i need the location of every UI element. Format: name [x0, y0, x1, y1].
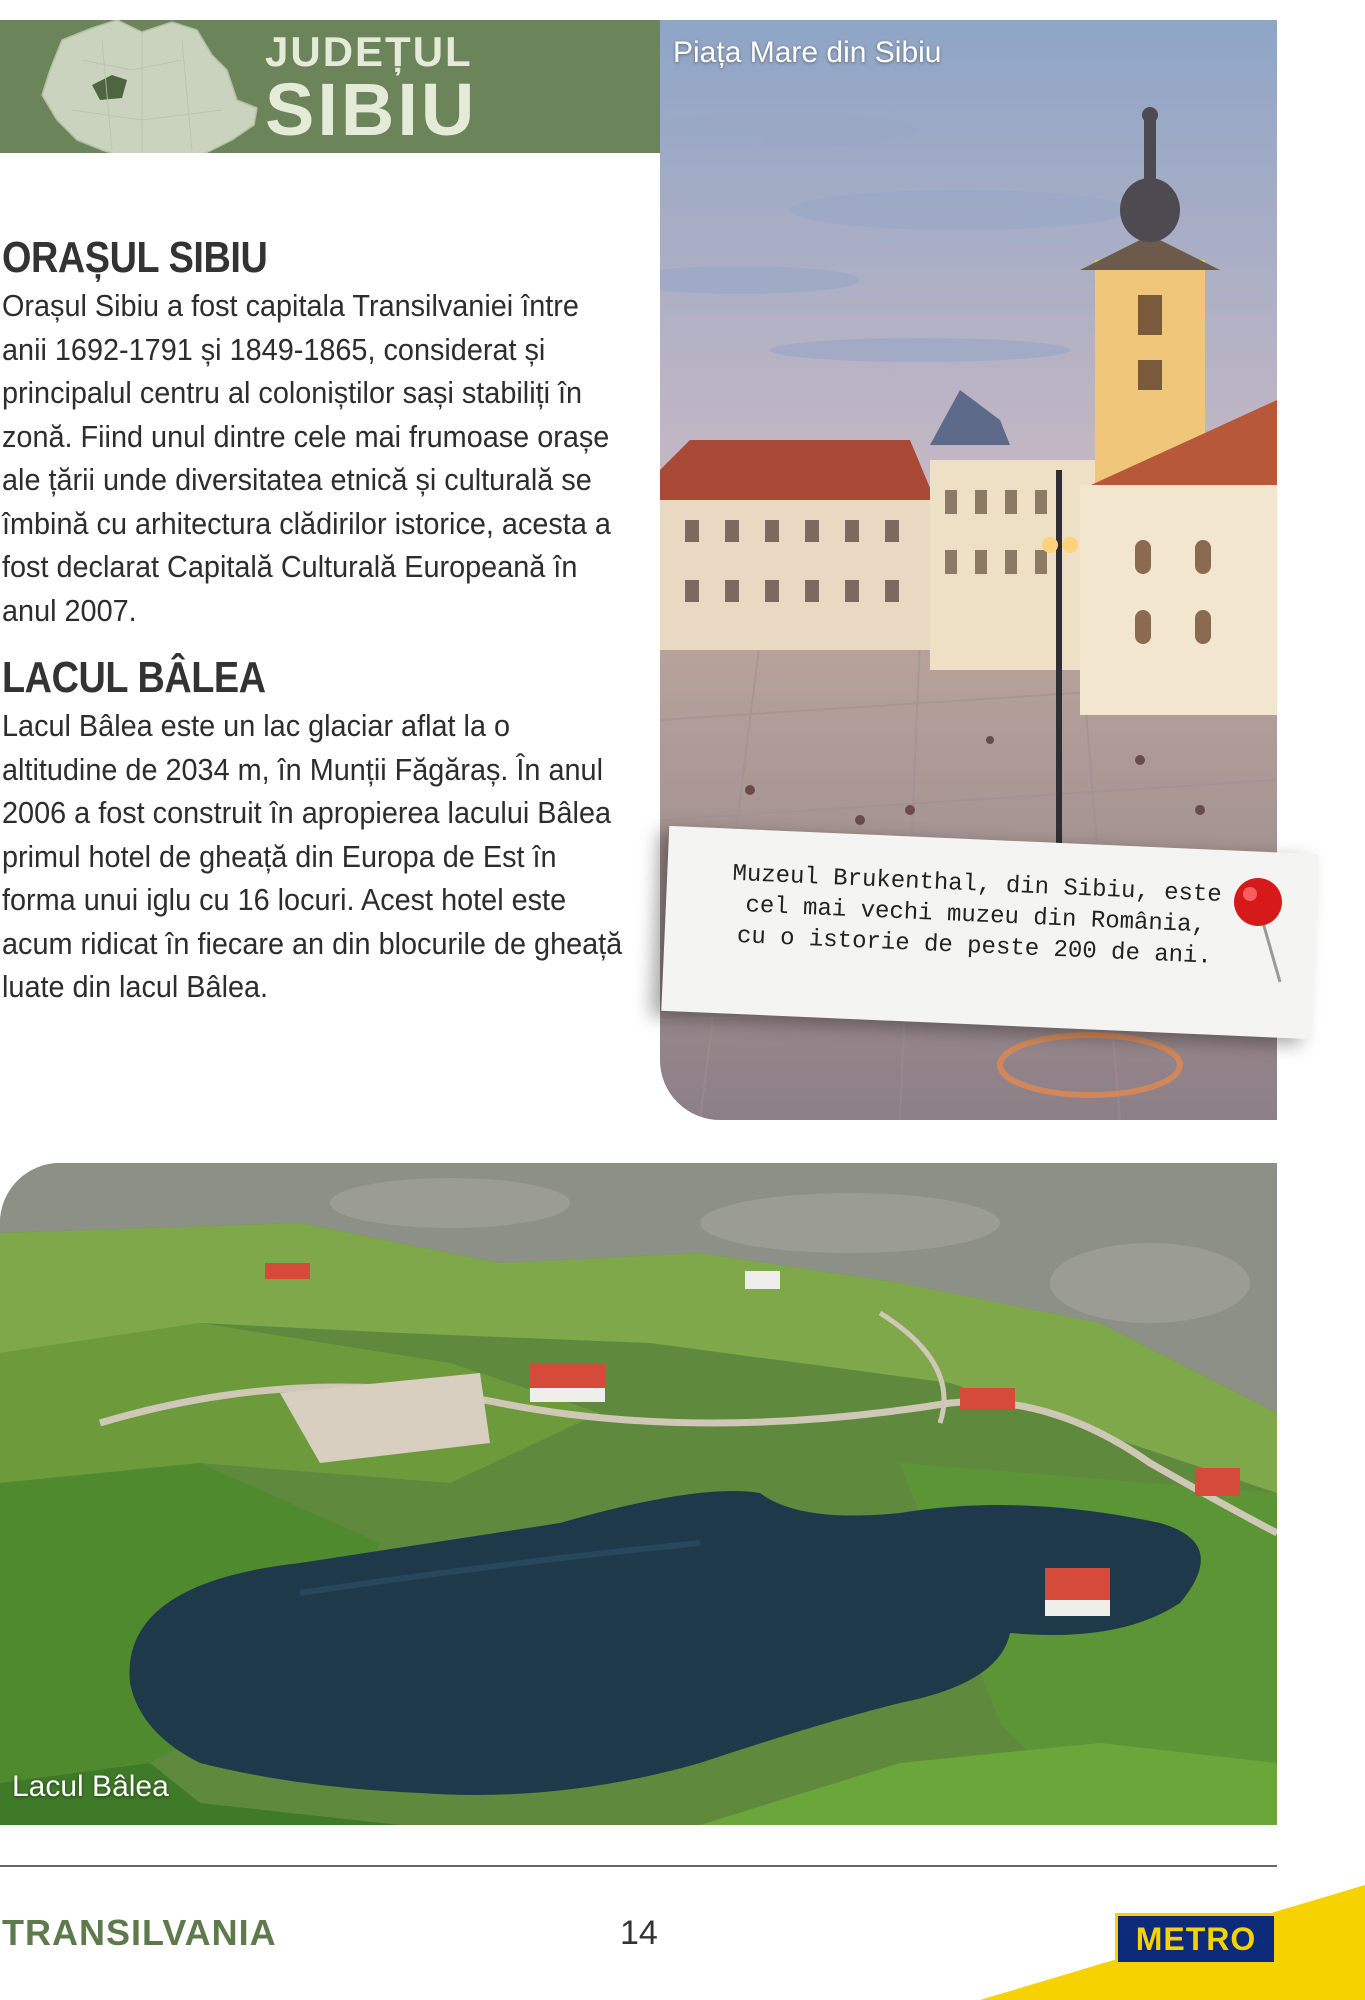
- balea-lake-photo: [0, 1163, 1277, 1825]
- metro-logo: [1115, 1913, 1277, 1965]
- balea-photo-caption: Lacul Bâlea: [12, 1770, 169, 1803]
- county-banner: [0, 20, 660, 153]
- section-lacul-balea: [2, 652, 642, 1009]
- footer-region-title: TRANSILVANIA: [2, 1912, 277, 1953]
- metro-logo-text: METRO: [1118, 1916, 1274, 1962]
- section-heading: LACUL BÂLEA: [2, 653, 266, 702]
- fact-note-text: Muzeul Brukenthal, din Sibiu, este cel mai vechi muzeu din România, cu o istorie de peste 200 de ani.: [731, 860, 1223, 971]
- fact-note-card: [661, 826, 1318, 1039]
- section-heading: ORAȘUL SIBIU: [2, 233, 268, 282]
- article-text-column: [2, 232, 642, 1009]
- page-number: 14: [620, 1914, 658, 1952]
- section-orasul-sibiu: [2, 232, 642, 632]
- banner-title: SIBIU: [265, 68, 478, 151]
- romania-map-icon: [22, 20, 282, 153]
- section-body: Orașul Sibiu a fost capitala Transilvaniei între anii 1692-1791 și 1849-1865, considerat și principalul centru al coloniștilor sași stabiliți în zonă. Fiind unul dintre cele mai frumoase orașe ale țării unde diversitatea etnică și culturală se îmbină cu arhitectura clădirilor istorice, acesta a fost declarat Capitală Culturală Europeană în anul 2007.: [2, 288, 611, 628]
- sibiu-photo-caption: Piața Mare din Sibiu: [673, 36, 942, 69]
- section-body: Lacul Bâlea este un lac glaciar aflat la o altitudine de 2034 m, în Munții Făgăraș. În anul 2006 a fost construit în apropierea lacului Bâlea primul hotel de gheață din Europa de Est în forma unui iglu cu 16 locuri. Acest hotel este acum ridicat în fiecare an din blocurile de gheață luate din lacul Bâlea.: [2, 708, 623, 1004]
- footer-divider: [0, 1865, 1277, 1867]
- banner-subtitle: JUDEȚUL: [265, 28, 473, 75]
- push-pin-icon: [1230, 872, 1300, 992]
